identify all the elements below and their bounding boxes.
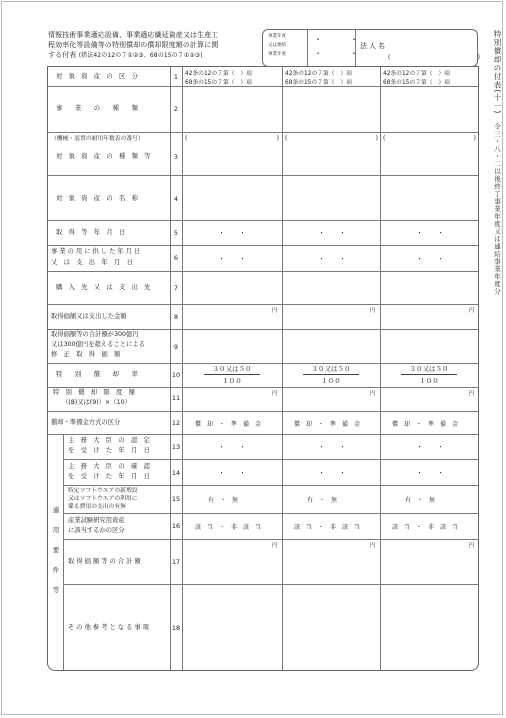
method-select[interactable]: 償 却 ・ 準 備 金 [294,421,361,428]
row-label: 主 務 大 臣 の 確 認 [68,463,150,470]
row-number: 2 [173,105,179,113]
date-cell[interactable]: ・ ・ [218,255,246,263]
row-number: 16 [171,522,181,530]
row-label: 主 務 大 臣 の 認 定 [68,437,150,444]
yen-unit: 円 [272,391,278,397]
title-line-3: する付表 (措法42の12の７①②③、68の15の７①②③) [48,51,203,59]
row-number: 12 [171,419,181,427]
applicable-select[interactable]: 該 当 ・ 非 該 当 [195,524,262,531]
row-label-3: 修 正 取 得 価 額 [51,351,121,358]
rate-fraction[interactable]: ３０又は５０ １００ [204,364,260,385]
applicable-select[interactable]: 該 当 ・ 非 該 当 [392,524,459,531]
row-label: 取得価額又は支出した金額 [51,313,127,320]
date-cell[interactable]: ・ ・ [416,469,444,477]
side-note: 令三・八・二以後終了事業年度又は連結事業年度分 [493,122,501,296]
row-number: 11 [171,394,181,402]
row-number: 9 [173,343,179,351]
method-select[interactable]: 償 却 ・ 準 備 金 [392,421,459,428]
row-number: 7 [173,284,179,292]
fiscal-year-to[interactable]: ・ ・ [314,49,368,58]
date-cell[interactable]: ・ ・ [416,443,444,451]
row-label: 特 別 償 却 率 [56,371,138,378]
yen-unit: 円 [272,543,278,549]
side-title [488,30,502,295]
fiscal-year-label: 事業年度 [268,34,286,39]
row-label: 対 象 資 産 の 名 称 [56,195,138,202]
type-no-cell-2[interactable]: ( ) [285,135,378,142]
corp-name-paren[interactable]: ( ) [388,54,480,61]
row-label: 取 得 価 額 等 の 合 計 額 [68,558,141,565]
row-number: 4 [173,195,179,203]
side-title-text: 特別償却の付表(十一) [493,30,502,115]
row-label: 取得価額等の合計額が300億円 [51,331,139,338]
row-number: 8 [173,313,179,321]
row-label: 対 象 資 産 の 種 類 等 [56,153,151,160]
row-number: 18 [171,624,181,632]
yen-unit: 円 [370,308,376,314]
row-label: 取 得 等 年 月 日 [56,229,126,236]
fiscal-year-from[interactable]: ・ ・ [314,35,368,44]
row-label-2: を 受 け た 年 月 日 [68,447,150,454]
date-cell[interactable]: ・ ・ [416,229,444,237]
row-label: 購 入 先 又 は 支 出 先 [56,284,151,291]
row-number: 6 [173,254,179,262]
row-label: 償却・準備金方式の区分 [51,419,121,426]
rate-fraction[interactable]: ３０又は５０ １００ [401,364,457,385]
date-cell[interactable]: ・ ・ [218,443,246,451]
date-cell[interactable]: ・ ・ [318,443,346,451]
form-table [47,66,479,671]
yen-unit: 円 [370,391,376,397]
row-label-2: を 受 け た 年 月 日 [68,473,150,480]
date-cell[interactable]: ・ ・ [416,255,444,263]
row-label-2: 又 は 支 出 年 月 日 [51,259,133,266]
consolidated-label: 又は連結 [268,43,286,48]
type-no-cell-3[interactable]: ( ) [383,135,476,142]
title-line-2: 程効率化等設備等の特別償却の償却限度額の計算に関 [48,41,219,49]
row-label-2: 又はソフトウエアの利用に [68,496,138,502]
row-number: 15 [171,495,181,503]
section-cell-3[interactable]: 42条の12の７第（ ）項 68条の15の７第（ ）項 [383,71,450,86]
row-label-3: 係る費用の支出の有無 [68,504,126,510]
applicable-requirements-label: 適用要件等 [52,506,60,594]
yes-no-select[interactable]: 有 ・ 無 [208,497,239,504]
yes-no-select[interactable]: 有 ・ 無 [307,497,338,504]
row-label: 産業試験研究用資産 [68,517,125,524]
date-cell[interactable]: ・ ・ [318,469,346,477]
rate-fraction[interactable]: ３０又は５０ １００ [303,364,359,385]
header-divider [307,30,308,66]
corp-name-label: 法人名 [360,42,387,50]
consolidated-label-2: 事業年度 [268,52,286,57]
form-title [48,30,260,61]
applicable-select[interactable]: 該 当 ・ 非 該 当 [294,524,361,531]
title-line-1: 情報技術事業適応設備、事業適応繊延資産又は生産工 [48,31,219,39]
row-label: 特定ソフトウエアの新増設 [68,488,138,494]
yen-unit: 円 [370,543,376,549]
date-cell[interactable]: ・ ・ [218,229,246,237]
row-number: 3 [173,153,179,161]
row-number: 13 [171,443,181,451]
type-no-cell-1[interactable]: ( ) [185,135,279,142]
row-label: 特 別 償 却 限 度 額 [53,389,135,396]
row-label: 事 業 の 用 に 供 し た 年 月 日 [51,248,141,255]
row-label: 事 業 の 種 類 [56,105,138,112]
date-cell[interactable]: ・ ・ [218,469,246,477]
row-label: 対 象 資 産 の 区 分 [56,73,138,80]
section-cell-2[interactable]: 42条の12の７第（ ）項 68条の15の７第（ ）項 [285,71,352,86]
row-number: 1 [173,73,179,81]
yen-unit: 円 [469,308,475,314]
date-cell[interactable]: ・ ・ [318,255,346,263]
yes-no-select[interactable]: 有 ・ 無 [405,497,436,504]
row-number: 10 [171,371,181,379]
row-number: 17 [171,558,181,566]
yen-unit: 円 [469,543,475,549]
row-label-2: （(8)又は(9)）×（10） [62,399,131,406]
row-label-note: （機械・装置の耐用年数表の番号） [51,136,144,142]
row-label: そ の 他 参 考 と な る 事 項 [68,624,149,631]
row-number: 5 [173,229,179,237]
row-label-2: 又は300億円を超えることによる [51,341,145,348]
yen-unit: 円 [272,308,278,314]
row-label-2: に該当するかの区分 [68,527,125,534]
method-select[interactable]: 償 却 ・ 準 備 金 [195,421,262,428]
date-cell[interactable]: ・ ・ [318,229,346,237]
yen-unit: 円 [469,391,475,397]
section-cell-1[interactable]: 42条の12の７第（ ）項 68条の15の７第（ ）項 [185,71,252,86]
row-number: 14 [171,469,181,477]
